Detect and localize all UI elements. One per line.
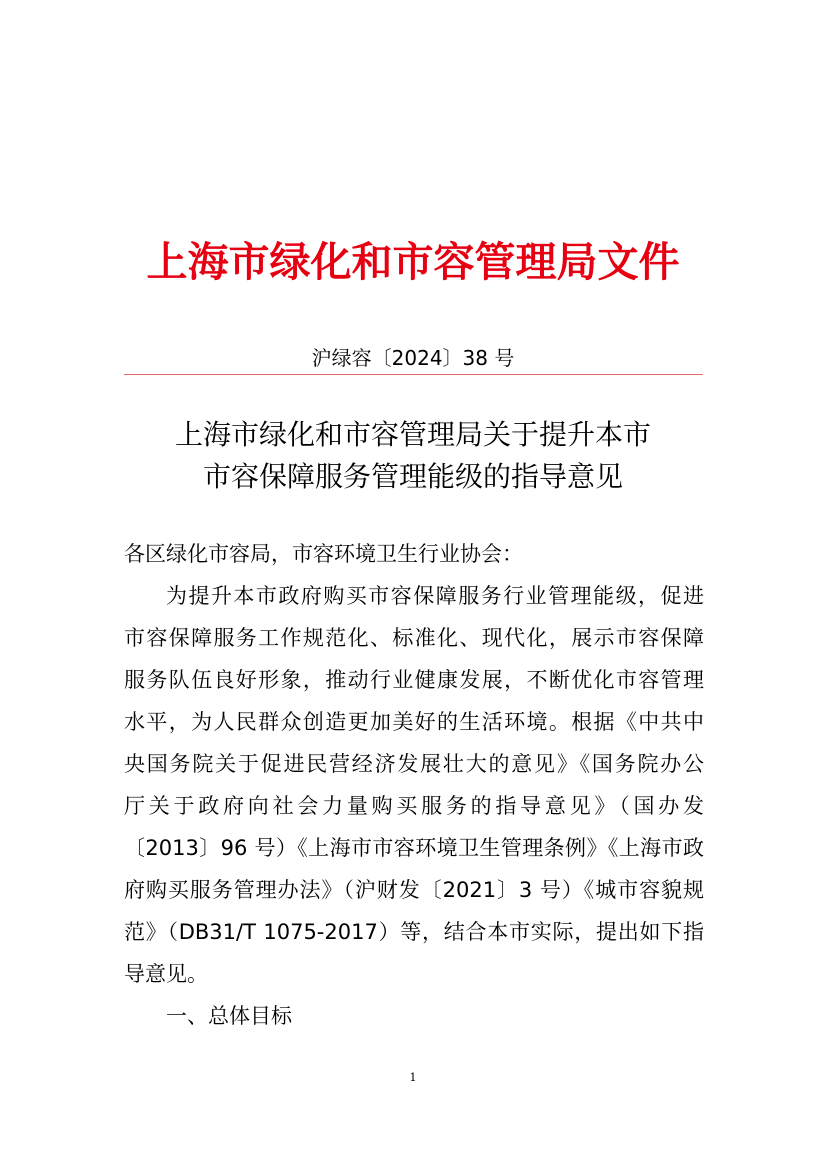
paragraph-line: 央国务院关于促进民营经济发展壮大的意见》《国务院办公 — [124, 752, 704, 776]
paragraph-line: 为提升本市政府购买市容保障服务行业管理能级，促进 — [166, 584, 704, 608]
paragraph-line: 导意见。 — [124, 962, 208, 986]
document-title-line-1: 上海市绿化和市容管理局关于提升本市 — [174, 418, 651, 451]
masthead-title: 上海市绿化和市容管理局文件 — [146, 238, 680, 286]
paragraph-line: 〔2013〕96 号）《上海市市容环境卫生管理条例》《上海市政 — [124, 836, 704, 860]
document-title — [0, 414, 826, 498]
document-title-line-2: 市容保障服务管理能级的指导意见 — [202, 460, 623, 493]
paragraph-line: 厅关于政府向社会力量购买服务的指导意见》（国办发 — [124, 794, 704, 818]
salutation: 各区绿化市容局，市容环境卫生行业协会： — [124, 542, 523, 566]
document-number: 沪绿容〔2024〕38 号 — [311, 346, 515, 370]
page-number: 1 — [409, 1071, 417, 1084]
paragraph-line: 服务队伍良好形象，推动行业健康发展，不断优化市容管理 — [124, 668, 704, 692]
paragraph-line: 水平，为人民群众创造更加美好的生活环境。根据《中共中 — [124, 710, 704, 734]
paragraph-line: 范》（DB31/T 1075-2017）等，结合本市实际，提出如下指 — [124, 920, 704, 944]
section-heading: 一、总体目标 — [166, 1004, 292, 1028]
red-divider-line — [124, 374, 703, 375]
body-paragraph — [124, 575, 704, 995]
paragraph-line: 市容保障服务工作规范化、标准化、现代化，展示市容保障 — [124, 626, 704, 650]
paragraph-line: 府购买服务管理办法》（沪财发〔2021〕3 号）《城市容貌规 — [124, 878, 704, 902]
